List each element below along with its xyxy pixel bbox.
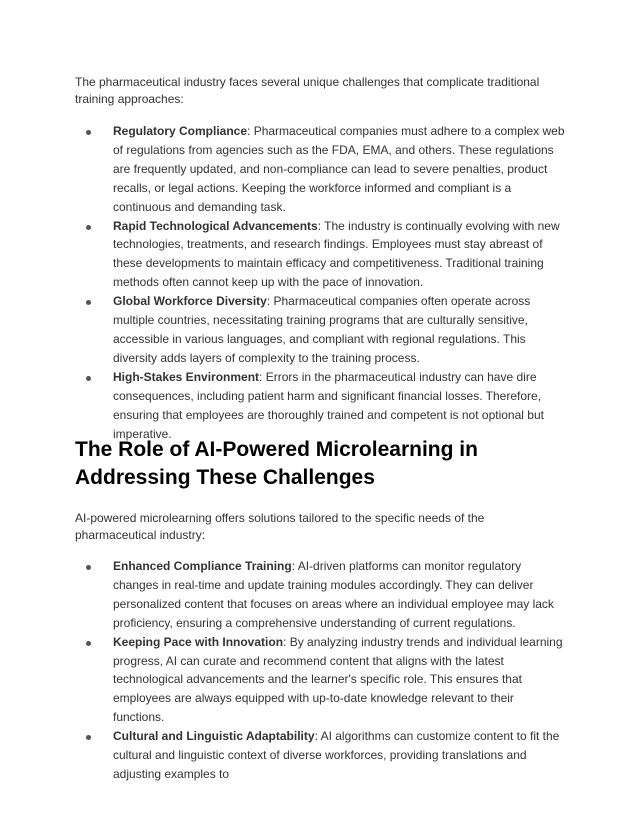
- bullet-body: : AI-driven platforms can monitor regulatory changes in real-time and update training modules accordingly. They can deliver personalized content that focuses on areas where an individual employee may lack proficiency, ensuring a comprehensive understanding of current regulations.: [113, 559, 554, 630]
- bullet-icon: [86, 300, 91, 305]
- list-item: [75, 292, 565, 368]
- list-item: [75, 368, 565, 444]
- bullet-icon: [86, 376, 91, 381]
- challenges-list: [75, 122, 565, 443]
- bullet-body: : The industry is continually evolving with new technologies, treatments, and research findings. Employees must stay abreast of these developments to maintain efficacy and competitiveness. Traditional training methods often cannot keep up with the pace of innovation.: [113, 218, 560, 290]
- bullet-icon: [86, 565, 91, 570]
- bullet-body: : AI algorithms can customize content to fit the cultural and linguistic context of diverse workforces, providing translations and adjusting examples to: [113, 729, 560, 781]
- bullet-title: Cultural and Linguistic Adaptability: [113, 729, 315, 744]
- section-heading: The Role of AI-Powered Microlearning in Addressing These Challenges: [75, 438, 478, 489]
- bullet-icon: [86, 641, 91, 646]
- bullet-body: : Errors in the pharmaceutical industry can have dire consequences, including patient harm and significant financial losses. Therefore, ensuring that employees are thoroughly trained and competent is not optional but imperative.: [113, 369, 544, 441]
- bullet-title: Rapid Technological Advancements: [113, 218, 318, 233]
- bullet-title: Regulatory Compliance: [113, 124, 248, 138]
- list-item: [75, 217, 565, 293]
- bullet-icon: [86, 225, 91, 230]
- bullet-body: : By analyzing industry trends and individual learning progress, AI can curate and recommend content that aligns with the latest technological advancements and the learner's specific role. This ensures that employees are always equipped with up-to-date knowledge relevant to their functions.: [113, 634, 563, 725]
- list-item: [75, 557, 565, 633]
- list-item: [75, 122, 565, 217]
- bullet-icon: [86, 735, 91, 740]
- list-item: [75, 727, 565, 784]
- intro-paragraph: The pharmaceutical industry faces several unique challenges that complicate traditional training approaches:: [75, 75, 540, 106]
- bullet-title: High-Stakes Environment: [113, 369, 260, 384]
- list-item: [75, 633, 565, 728]
- bullet-title: Global Workforce Diversity: [113, 294, 267, 309]
- intro-paragraph: AI-powered microlearning offers solutions tailored to the specific needs of the pharmaceutical industry:: [75, 511, 485, 542]
- solutions-list: [75, 557, 565, 784]
- bullet-body: : Pharmaceutical companies often operate across multiple countries, necessitating training programs that are culturally sensitive, accessible in various languages, and compliant with regional regulations. This diversity adds layers of complexity to the training process.: [113, 294, 531, 365]
- bullet-body: : Pharmaceutical companies must adhere to a complex web of regulations from agencies such as the FDA, EMA, and others. These regulations are frequently updated, and non-compliance can lead to severe penalties, product recalls, or legal actions. Keeping the workforce informed and compliant is a continuous and demanding task.: [113, 124, 565, 214]
- bullet-title: Keeping Pace with Innovation: [113, 634, 284, 649]
- bullet-title: Enhanced Compliance Training: [113, 559, 292, 573]
- bullet-icon: [86, 130, 91, 135]
